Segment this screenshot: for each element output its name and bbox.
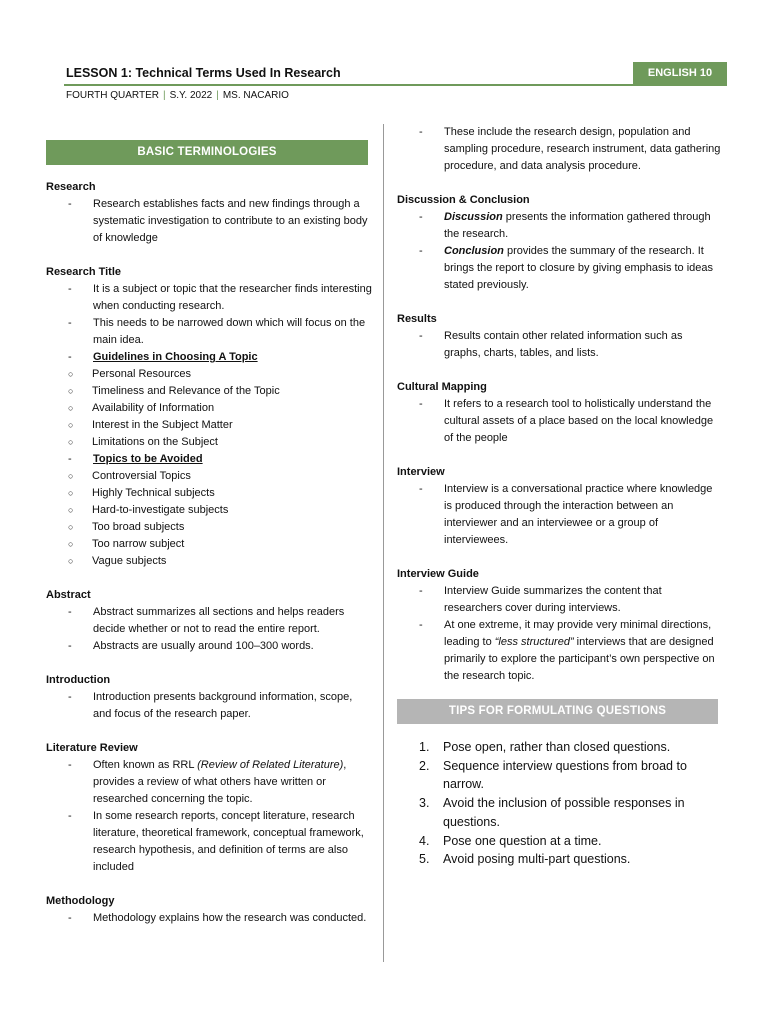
list-item: - In some research reports, concept literature, research literature, theoretical framework, conceptual framework, research hypothesis, and definition of terms are also included [46,808,372,876]
section-interview-guide [397,566,722,685]
basic-terminologies-banner: BASIC TERMINOLOGIES [46,140,368,165]
list-item: - Interview Guide summarizes the content that researchers cover during interviews. [397,583,722,617]
section-introduction [46,672,372,723]
list-item: ○ Controversial Topics [46,468,372,485]
list-item: ○ Timeliness and Relevance of the Topic [46,383,372,400]
list-item: 5. Avoid posing multi-part questions. [419,852,631,867]
guidelines-heading: Guidelines in Choosing A Topic [93,351,258,363]
term-heading: Abstract [46,589,91,601]
list-item: ○ Availability of Information [46,400,372,417]
tips-list [397,738,722,869]
list-item: - Interview is a conversational practice where knowledge is produced through the interaction between an interviewer and an interviewee or a group of interviewees. [397,481,722,549]
term-heading: Discussion & Conclusion [397,194,530,206]
list-item: - Conclusion provides the summary of the research. It brings the report to closure by giving emphasis to ideas stated previously. [397,243,722,294]
left-column [46,124,372,944]
list-item: ○ Interest in the Subject Matter [46,417,372,434]
term-heading: Research Title [46,266,122,278]
list-item: - Abstracts are usually around 100–300 words. [46,638,372,655]
school-year-label: S.Y. 2022 [169,90,213,101]
right-column [397,124,722,869]
list-item: - It is a subject or topic that the researcher finds interesting when conducting research. [46,281,372,315]
list-item: ○ Vague subjects [46,553,372,570]
list-item: 4. Pose one question at a time. [419,833,602,848]
lesson-title: LESSON 1: Technical Terms Used In Research [66,66,341,80]
term-heading: Introduction [46,674,111,686]
section-interview [397,464,722,549]
term-heading: Research [46,181,96,193]
term-heading: Results [397,313,437,325]
list-item: - These include the research design, population and sampling procedure, research instrument, data gathering procedure, and data analysis procedure. [397,124,722,175]
list-item: ○ Personal Resources [46,366,372,383]
term-heading: Cultural Mapping [397,381,487,393]
teacher-label: MS. NACARIO [222,90,289,101]
term-heading: Literature Review [46,742,138,754]
list-item: - Introduction presents background information, scope, and focus of the research paper. [46,689,372,723]
list-item: 3. Avoid the inclusion of possible responses in questions. [419,796,685,829]
list-item: ○ Too narrow subject [46,536,372,553]
section-methodology-continued [397,124,722,175]
section-abstract [46,587,372,655]
list-item: ○ Highly Technical subjects [46,485,372,502]
section-results [397,311,722,362]
column-divider [383,124,384,962]
avoid-heading: Topics to be Avoided [93,453,203,465]
list-item: ○ Too broad subjects [46,519,372,536]
list-item: - Abstract summarizes all sections and helps readers decide whether or not to read the entire report. [46,604,372,638]
section-literature-review [46,740,372,876]
section-research [46,179,372,247]
list-item: 2. Sequence interview questions from broad to narrow. [419,758,687,792]
subject-badge: ENGLISH 10 [633,62,727,84]
header-meta [66,90,289,101]
meta-separator: | [162,90,166,101]
list-item: - It refers to a research tool to holistically understand the cultural assets of a place based on the local knowledge of the people [397,396,722,447]
section-cultural-mapping [397,379,722,447]
list-item: - Methodology explains how the research was conducted. [46,910,372,927]
list-item: - At one extreme, it may provide very minimal directions, leading to “less structured” interviews that are designed primarily to explore the participant’s own perspective on the research topic. [397,617,722,685]
section-methodology [46,893,372,927]
list-item [46,451,372,570]
quarter-label: FOURTH QUARTER [66,90,159,101]
tips-banner: TIPS FOR FORMULATING QUESTIONS [397,699,718,724]
term-heading: Methodology [46,895,115,907]
header-divider [64,84,727,86]
list-item: 1. Pose open, rather than closed questions. [419,740,671,754]
list-item: - Discussion presents the information gathered through the research. [397,209,722,243]
list-item: - Often known as RRL (Review of Related Literature), provides a review of what others have written or researched concerning the topic. [46,757,372,808]
term-heading: Interview Guide [397,568,479,580]
list-item: - Results contain other related information such as graphs, charts, tables, and lists. [397,328,722,362]
list-item: - This needs to be narrowed down which will focus on the main idea. [46,315,372,349]
meta-separator: | [216,90,219,101]
list-item: ○ Limitations on the Subject [46,434,372,451]
section-discussion-conclusion [397,192,722,294]
section-research-title [46,264,372,570]
list-item: ○ Hard-to-investigate subjects [46,502,372,519]
term-heading: Interview [397,466,445,478]
list-item [46,349,372,451]
list-item: - Research establishes facts and new findings through a systematic investigation to contribute to an existing body of knowledge [46,196,372,247]
